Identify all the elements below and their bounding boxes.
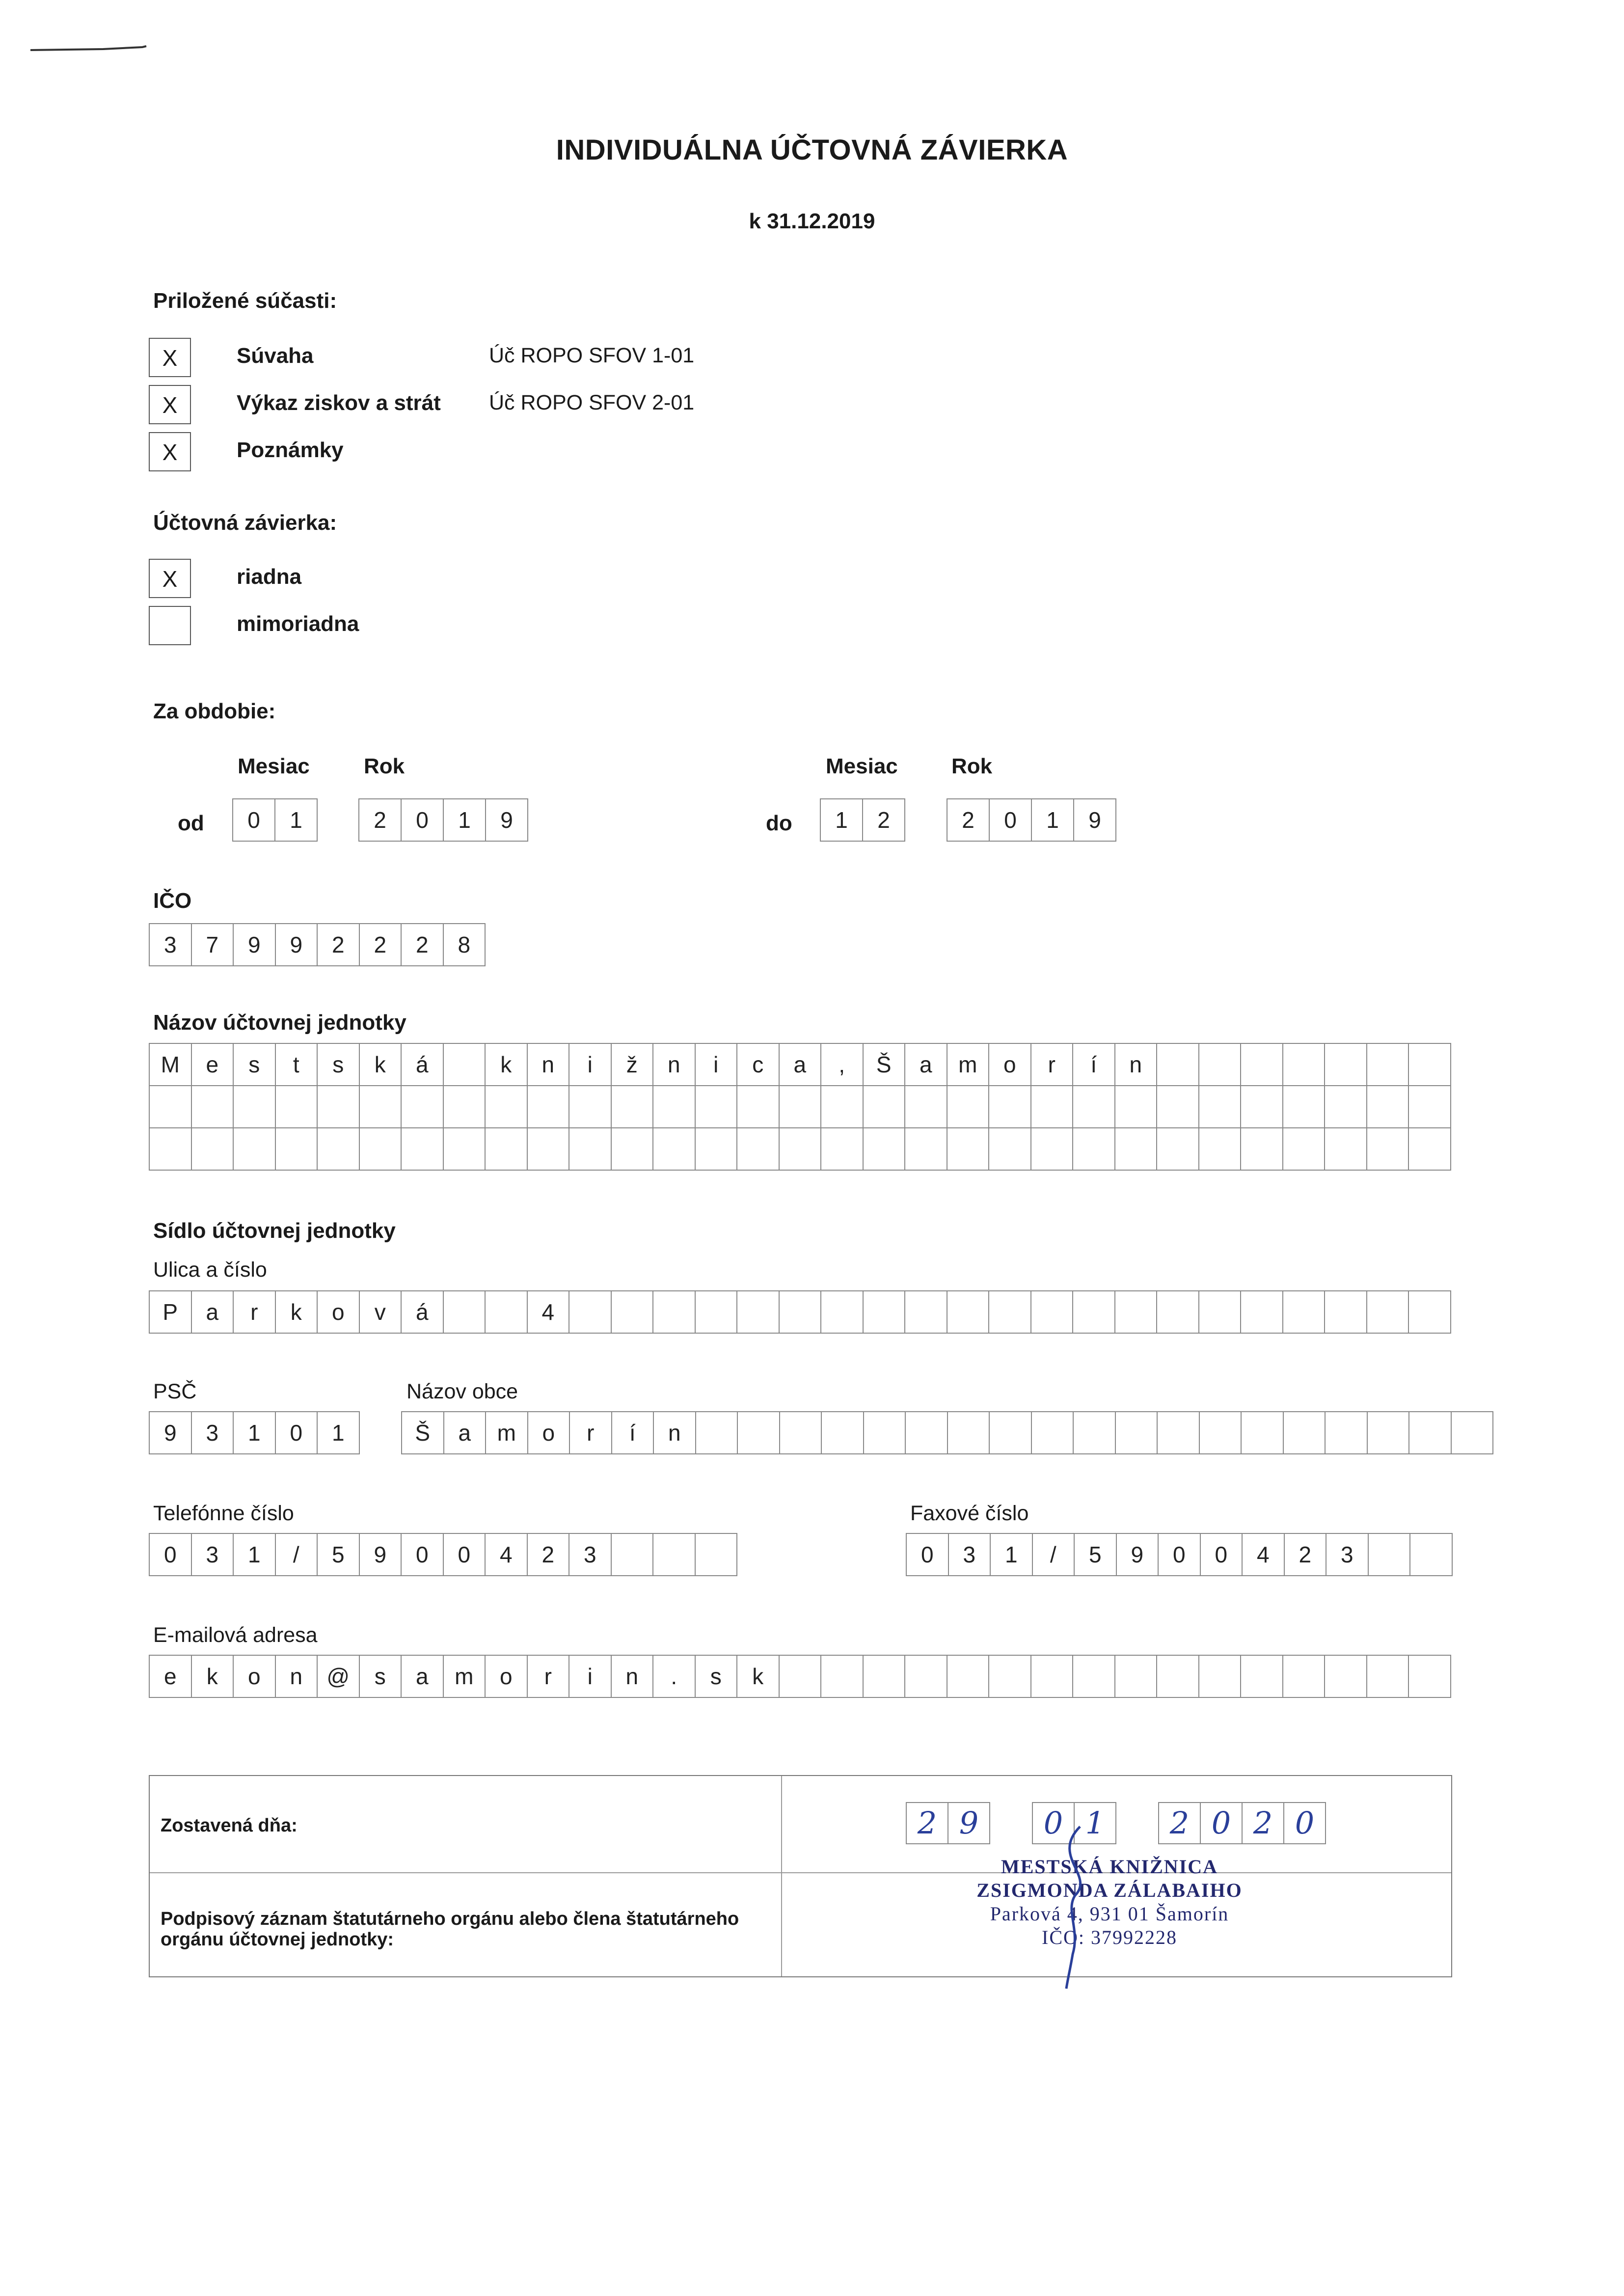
attachment-name-notes: Poznámky	[237, 438, 344, 462]
signature-label: Podpisový záznam štatutárneho orgánu alebo člena štatutárneho orgánu účtovnej jednotky:	[161, 1909, 739, 1950]
email-field-cell	[1157, 1656, 1199, 1697]
compiled-year-field[interactable]	[1158, 1802, 1326, 1844]
compiled-year-field-cell: 2	[1243, 1803, 1284, 1843]
from-year-label: Rok	[364, 754, 405, 778]
unit-name-field-line2-cell	[528, 1086, 570, 1127]
street-field-cell	[1199, 1291, 1242, 1333]
phone-field-cell: 0	[150, 1534, 192, 1575]
unit-name-field-line3-cell	[318, 1128, 360, 1170]
unit-name-field-line2-cell	[1199, 1086, 1242, 1127]
city-field-cell: n	[654, 1412, 696, 1453]
phone-field-cell: /	[276, 1534, 318, 1575]
unit-name-field-line1-cell: n	[1115, 1044, 1158, 1085]
city-field-cell	[1452, 1412, 1494, 1453]
phone-field[interactable]	[149, 1533, 737, 1576]
unit-name-field-line3-cell	[486, 1128, 528, 1170]
zip-field-cell: 1	[234, 1412, 276, 1453]
compiled-day-field-cell: 9	[948, 1803, 990, 1843]
street-field-cell	[612, 1291, 654, 1333]
attachment-name-income: Výkaz ziskov a strát	[237, 391, 441, 415]
unit-name-field-line2-cell	[947, 1086, 990, 1127]
unit-name-field-line3-cell	[696, 1128, 738, 1170]
unit-name-field-line1-cell: i	[569, 1044, 612, 1085]
unit-name-field-line3-cell	[989, 1128, 1031, 1170]
to-month-field-cell: 1	[821, 799, 863, 841]
unit-name-field-line3-cell	[612, 1128, 654, 1170]
unit-name-field-line1-cell	[1325, 1044, 1367, 1085]
document-title: INDIVIDUÁLNA ÚČTOVNÁ ZÁVIERKA	[556, 134, 1068, 166]
fax-field-cell: 2	[1285, 1534, 1327, 1575]
unit-name-field-line2-cell	[1283, 1086, 1326, 1127]
street-field-cell	[780, 1291, 822, 1333]
unit-name-field-line3-cell	[1367, 1128, 1409, 1170]
city-field-cell	[738, 1412, 780, 1453]
street-field-cell	[569, 1291, 612, 1333]
street-field-cell: P	[150, 1291, 192, 1333]
attachments-heading: Priložené súčasti:	[153, 289, 337, 313]
unit-name-field-line3-cell	[1073, 1128, 1115, 1170]
email-field-cell: r	[528, 1656, 570, 1697]
street-field-cell	[1409, 1291, 1451, 1333]
closure-label-regular: riadna	[237, 565, 302, 589]
unit-name-field-line3-cell	[1409, 1128, 1451, 1170]
unit-name-field-line2-cell	[569, 1086, 612, 1127]
from-year-field[interactable]	[358, 798, 528, 842]
unit-name-field-line1-cell: s	[318, 1044, 360, 1085]
street-field-cell: v	[360, 1291, 402, 1333]
unit-name-field-line3-cell	[1283, 1128, 1326, 1170]
street-field-cell	[821, 1291, 864, 1333]
unit-name-field-line1-cell: i	[696, 1044, 738, 1085]
phone-field-cell: 5	[318, 1534, 360, 1575]
unit-name-field-line2-cell	[1157, 1086, 1199, 1127]
email-field-cell	[947, 1656, 990, 1697]
email-field-cell	[1325, 1656, 1367, 1697]
from-year-field-cell: 2	[359, 799, 402, 841]
stamp-line-1: MESTSKÁ KNIŽNICA	[1001, 1856, 1218, 1878]
unit-name-field-line1-cell	[1409, 1044, 1451, 1085]
unit-name-field-line2-cell	[696, 1086, 738, 1127]
city-label: Názov obce	[406, 1380, 518, 1403]
email-field-cell: o	[486, 1656, 528, 1697]
unit-name-field-line3-cell	[528, 1128, 570, 1170]
to-label: do	[766, 811, 792, 835]
phone-field-cell: 3	[569, 1534, 612, 1575]
compiled-year-field-cell: 2	[1159, 1803, 1201, 1843]
city-field-cell	[1158, 1412, 1200, 1453]
ico-label: IČO	[153, 889, 192, 913]
city-field-cell	[1284, 1412, 1326, 1453]
street-field-cell	[1157, 1291, 1199, 1333]
email-field-cell: a	[402, 1656, 444, 1697]
street-field-cell	[737, 1291, 780, 1333]
email-field-cell	[780, 1656, 822, 1697]
compiled-month-field-cell: 1	[1075, 1803, 1116, 1843]
city-field-cell	[1409, 1412, 1452, 1453]
unit-name-field-line2-cell	[444, 1086, 486, 1127]
email-field-cell: m	[444, 1656, 486, 1697]
from-year-field-cell: 1	[444, 799, 486, 841]
street-field-cell	[696, 1291, 738, 1333]
unit-name-field-line1-cell: k	[360, 1044, 402, 1085]
phone-field-cell	[612, 1534, 654, 1575]
from-year-field-cell: 0	[402, 799, 444, 841]
attachment-checkbox-income[interactable]: X	[149, 385, 191, 424]
phone-field-cell	[653, 1534, 696, 1575]
email-field-cell	[989, 1656, 1031, 1697]
signature-divider-vertical	[781, 1776, 782, 1976]
unit-name-field-line2-cell	[192, 1086, 234, 1127]
ico-field[interactable]	[149, 923, 486, 966]
email-field-cell	[1367, 1656, 1409, 1697]
unit-name-field-line3-cell	[864, 1128, 906, 1170]
unit-name-field-line3-cell	[234, 1128, 276, 1170]
compiled-day-field[interactable]	[906, 1802, 990, 1844]
unit-name-field-line3-cell	[1115, 1128, 1158, 1170]
city-field-cell: a	[444, 1412, 487, 1453]
email-field-cell	[1241, 1656, 1283, 1697]
city-field-cell: Š	[402, 1412, 444, 1453]
fax-field-cell: 0	[907, 1534, 949, 1575]
fax-field-cell: 4	[1243, 1534, 1285, 1575]
unit-name-field-line2-cell	[780, 1086, 822, 1127]
unit-name-field-line1-cell: M	[150, 1044, 192, 1085]
email-field-cell	[1031, 1656, 1074, 1697]
street-field-cell: r	[234, 1291, 276, 1333]
zip-field-cell: 9	[150, 1412, 192, 1453]
unit-name-field-line3-cell	[1157, 1128, 1199, 1170]
to-month-field-cell: 2	[863, 799, 905, 841]
unit-name-field-line3-cell	[905, 1128, 947, 1170]
unit-name-field-line1-cell	[444, 1044, 486, 1085]
unit-name-field-line3-cell	[444, 1128, 486, 1170]
email-field-cell	[1115, 1656, 1158, 1697]
fax-field-cell: /	[1033, 1534, 1075, 1575]
to-year-field[interactable]	[947, 798, 1116, 842]
email-field-cell: @	[318, 1656, 360, 1697]
from-month-field[interactable]	[232, 798, 318, 842]
ico-field-cell: 2	[402, 924, 444, 965]
street-field-cell	[1073, 1291, 1115, 1333]
unit-name-field-line2-cell	[402, 1086, 444, 1127]
compiled-month-field-cell: 0	[1033, 1803, 1075, 1843]
ico-field-cell: 9	[234, 924, 276, 965]
phone-field-cell	[696, 1534, 738, 1575]
unit-name-field-line2-cell	[1073, 1086, 1115, 1127]
compiled-day-field-cell: 2	[907, 1803, 948, 1843]
email-field-cell: n	[276, 1656, 318, 1697]
stamp-line-4: IČO: 37992228	[1042, 1926, 1177, 1948]
city-field-cell	[1200, 1412, 1242, 1453]
unit-name-field-line2-cell	[821, 1086, 864, 1127]
unit-name-field-line3-cell	[821, 1128, 864, 1170]
street-field-cell	[653, 1291, 696, 1333]
fax-field-cell: 9	[1117, 1534, 1159, 1575]
unit-name-field-line1-cell: t	[276, 1044, 318, 1085]
email-field-cell	[1409, 1656, 1451, 1697]
unit-name-field-line1-cell	[1367, 1044, 1409, 1085]
fax-field-cell: 1	[991, 1534, 1033, 1575]
street-field-cell	[1115, 1291, 1158, 1333]
email-field-cell: k	[192, 1656, 234, 1697]
street-field-cell	[1241, 1291, 1283, 1333]
ico-field-cell: 2	[318, 924, 360, 965]
fax-field-cell: 3	[1326, 1534, 1369, 1575]
unit-name-field-line3-cell	[653, 1128, 696, 1170]
email-field-cell: .	[653, 1656, 696, 1697]
to-month-label: Mesiac	[826, 754, 898, 778]
street-field-cell	[905, 1291, 947, 1333]
unit-name-field-line2-cell	[318, 1086, 360, 1127]
street-field-cell	[1283, 1291, 1326, 1333]
closure-checkbox-regular[interactable]: X	[149, 559, 191, 598]
email-field-cell: i	[569, 1656, 612, 1697]
document-date: k 31.12.2019	[749, 209, 875, 233]
city-field-cell	[1032, 1412, 1074, 1453]
street-field[interactable]	[149, 1290, 1451, 1334]
unit-name-field-line1-cell: n	[528, 1044, 570, 1085]
phone-field-cell: 1	[234, 1534, 276, 1575]
unit-name-field-line2-cell	[737, 1086, 780, 1127]
street-field-cell	[444, 1291, 486, 1333]
email-field-cell	[1199, 1656, 1242, 1697]
fax-field[interactable]	[906, 1533, 1453, 1576]
unit-name-field-line2-cell	[612, 1086, 654, 1127]
street-field-cell	[989, 1291, 1031, 1333]
street-field-cell: á	[402, 1291, 444, 1333]
unit-name-field-line2-cell	[234, 1086, 276, 1127]
from-year-field-cell: 9	[486, 799, 528, 841]
phone-field-cell: 4	[486, 1534, 528, 1575]
unit-name-field-line1-cell: ,	[821, 1044, 864, 1085]
fax-label: Faxové číslo	[910, 1502, 1029, 1525]
to-year-field-cell: 1	[1032, 799, 1074, 841]
city-field-cell	[990, 1412, 1032, 1453]
unit-name-field-line1-cell: ž	[612, 1044, 654, 1085]
unit-name-field-line2-cell	[1409, 1086, 1451, 1127]
closure-label-extraordinary: mimoriadna	[237, 612, 359, 636]
closure-checkbox-extraordinary[interactable]	[149, 606, 191, 645]
to-year-field-cell: 0	[990, 799, 1032, 841]
email-field[interactable]	[149, 1655, 1451, 1698]
from-month-field-cell: 0	[233, 799, 275, 841]
unit-name-field-line1-cell: e	[192, 1044, 234, 1085]
unit-name-field-line2-cell	[276, 1086, 318, 1127]
attachment-checkbox-notes[interactable]: X	[149, 432, 191, 471]
city-field-cell	[780, 1412, 822, 1453]
handwritten-signature	[1021, 1817, 1129, 1994]
unit-name-field-line3-cell	[737, 1128, 780, 1170]
unit-name-field-line1-cell: í	[1073, 1044, 1115, 1085]
from-month-label: Mesiac	[238, 754, 310, 778]
unit-name-field-line1-cell: m	[947, 1044, 990, 1085]
street-field-cell	[864, 1291, 906, 1333]
email-field-cell: n	[612, 1656, 654, 1697]
unit-name-field-line3-cell	[1325, 1128, 1367, 1170]
street-field-cell	[1325, 1291, 1367, 1333]
unit-name-field-line3-cell	[1241, 1128, 1283, 1170]
to-year-field-cell: 2	[947, 799, 990, 841]
city-field-cell	[822, 1412, 864, 1453]
fax-field-cell: 5	[1075, 1534, 1117, 1575]
unit-name-field-line1-cell: k	[486, 1044, 528, 1085]
attachment-checkbox-balance[interactable]: X	[149, 338, 191, 377]
street-label: Ulica a číslo	[153, 1258, 267, 1282]
unit-name-field-line3-cell	[276, 1128, 318, 1170]
unit-name-field-line2-cell	[1325, 1086, 1367, 1127]
email-field-cell	[864, 1656, 906, 1697]
unit-name-field-line2-cell	[1031, 1086, 1074, 1127]
fax-field-cell: 3	[949, 1534, 991, 1575]
unit-name-field-line1-cell	[1199, 1044, 1242, 1085]
stamp-line-2: ZSIGMONDA ZÁLABAIHO	[976, 1879, 1243, 1901]
zip-field-cell: 1	[318, 1412, 360, 1453]
phone-field-cell: 9	[360, 1534, 402, 1575]
unit-name-field-line1-cell: s	[234, 1044, 276, 1085]
city-field-cell	[864, 1412, 906, 1453]
unit-name-field-line3-cell	[150, 1128, 192, 1170]
unit-name-field-line2-cell	[653, 1086, 696, 1127]
street-field-cell	[486, 1291, 528, 1333]
unit-name-field-line2-cell	[1115, 1086, 1158, 1127]
unit-name-field-line2-cell	[1367, 1086, 1409, 1127]
unit-name-field-line2-cell	[905, 1086, 947, 1127]
zip-label: PSČ	[153, 1380, 197, 1403]
to-year-field-cell: 9	[1074, 799, 1116, 841]
ico-field-cell: 7	[192, 924, 234, 965]
city-field-cell: í	[612, 1412, 654, 1453]
unit-name-field-line1-cell	[1157, 1044, 1199, 1085]
phone-field-cell: 0	[402, 1534, 444, 1575]
ico-field-cell: 8	[444, 924, 486, 965]
ico-field-cell: 3	[150, 924, 192, 965]
pen-mark	[29, 45, 147, 50]
email-field-cell: o	[234, 1656, 276, 1697]
unit-name-field-line2-cell	[989, 1086, 1031, 1127]
stamp-line-3: Parková 4, 931 01 Šamorín	[990, 1903, 1229, 1925]
zip-field[interactable]	[149, 1411, 360, 1454]
unit-name-field-line1-cell: a	[780, 1044, 822, 1085]
unit-name-field-line2-cell	[360, 1086, 402, 1127]
unit-name-field-line1-cell: á	[402, 1044, 444, 1085]
street-field-cell	[1031, 1291, 1074, 1333]
city-field-cell	[1116, 1412, 1158, 1453]
unit-name-field-line2-cell	[864, 1086, 906, 1127]
email-field-cell: e	[150, 1656, 192, 1697]
unit-name-field-line1-cell: Š	[864, 1044, 906, 1085]
email-field-cell	[1073, 1656, 1115, 1697]
street-field-cell: a	[192, 1291, 234, 1333]
ico-field-cell: 2	[360, 924, 402, 965]
unit-name-field-line2-cell	[1241, 1086, 1283, 1127]
unit-name-field-line1-cell	[1241, 1044, 1283, 1085]
fax-field-cell: 0	[1201, 1534, 1243, 1575]
fax-field-cell	[1410, 1534, 1453, 1575]
email-field-cell	[905, 1656, 947, 1697]
street-field-cell: k	[276, 1291, 318, 1333]
unit-name-field-line3-cell	[780, 1128, 822, 1170]
unit-name-label: Názov účtovnej jednotky	[153, 1011, 406, 1035]
zip-field-cell: 3	[192, 1412, 234, 1453]
email-field-cell: s	[696, 1656, 738, 1697]
unit-name-field-line3-cell	[402, 1128, 444, 1170]
unit-name-field-line2-cell	[150, 1086, 192, 1127]
city-field-cell	[1368, 1412, 1410, 1453]
unit-name-field-line3[interactable]	[149, 1127, 1451, 1171]
closure-heading: Účtovná závierka:	[153, 511, 337, 535]
unit-name-field-line3-cell	[569, 1128, 612, 1170]
street-field-cell	[1367, 1291, 1409, 1333]
city-field-cell	[696, 1412, 738, 1453]
street-field-cell: o	[318, 1291, 360, 1333]
phone-field-cell: 2	[528, 1534, 570, 1575]
email-field-cell	[1283, 1656, 1326, 1697]
unit-name-field-line1-cell: a	[905, 1044, 947, 1085]
zip-field-cell: 0	[276, 1412, 318, 1453]
unit-name-field-line1[interactable]	[149, 1043, 1451, 1086]
city-field-cell	[1074, 1412, 1116, 1453]
unit-name-field-line1-cell: o	[989, 1044, 1031, 1085]
attachment-code-balance: Úč ROPO SFOV 1-01	[489, 344, 695, 367]
city-field-cell	[948, 1412, 990, 1453]
unit-name-field-line1-cell: n	[653, 1044, 696, 1085]
street-field-cell: 4	[528, 1291, 570, 1333]
phone-label: Telefónne číslo	[153, 1502, 294, 1525]
city-field-cell	[1326, 1412, 1368, 1453]
to-year-label: Rok	[951, 754, 993, 778]
email-field-cell: k	[737, 1656, 780, 1697]
period-heading: Za obdobie:	[153, 699, 276, 723]
city-field-cell	[906, 1412, 948, 1453]
street-field-cell	[947, 1291, 990, 1333]
unit-name-field-line2-cell	[486, 1086, 528, 1127]
email-field-cell: s	[360, 1656, 402, 1697]
to-month-field[interactable]	[820, 798, 905, 842]
city-field-cell	[1242, 1412, 1284, 1453]
attachment-name-balance: Súvaha	[237, 344, 314, 368]
unit-name-field-line1-cell: r	[1031, 1044, 1074, 1085]
city-field-cell: m	[486, 1412, 528, 1453]
unit-name-field-line1-cell	[1283, 1044, 1326, 1085]
attachment-code-income: Úč ROPO SFOV 2-01	[489, 391, 695, 414]
city-field-cell: o	[528, 1412, 570, 1453]
fax-field-cell: 0	[1159, 1534, 1201, 1575]
city-field[interactable]	[401, 1411, 1493, 1454]
compiled-label: Zostavená dňa:	[161, 1815, 298, 1836]
email-label: E-mailová adresa	[153, 1623, 318, 1647]
address-heading: Sídlo účtovnej jednotky	[153, 1219, 396, 1243]
unit-name-field-line3-cell	[192, 1128, 234, 1170]
compiled-year-field-cell: 0	[1284, 1803, 1326, 1843]
city-field-cell: r	[570, 1412, 612, 1453]
unit-name-field-line3-cell	[1031, 1128, 1074, 1170]
unit-name-field-line2[interactable]	[149, 1085, 1451, 1128]
phone-field-cell: 0	[444, 1534, 486, 1575]
compiled-year-field-cell: 0	[1201, 1803, 1243, 1843]
fax-field-cell	[1369, 1534, 1411, 1575]
ico-field-cell: 9	[276, 924, 318, 965]
unit-name-field-line3-cell	[360, 1128, 402, 1170]
from-month-field-cell: 1	[275, 799, 318, 841]
from-label: od	[178, 811, 204, 835]
unit-name-field-line1-cell: c	[737, 1044, 780, 1085]
unit-name-field-line3-cell	[1199, 1128, 1242, 1170]
unit-name-field-line3-cell	[947, 1128, 990, 1170]
phone-field-cell: 3	[192, 1534, 234, 1575]
email-field-cell	[821, 1656, 864, 1697]
